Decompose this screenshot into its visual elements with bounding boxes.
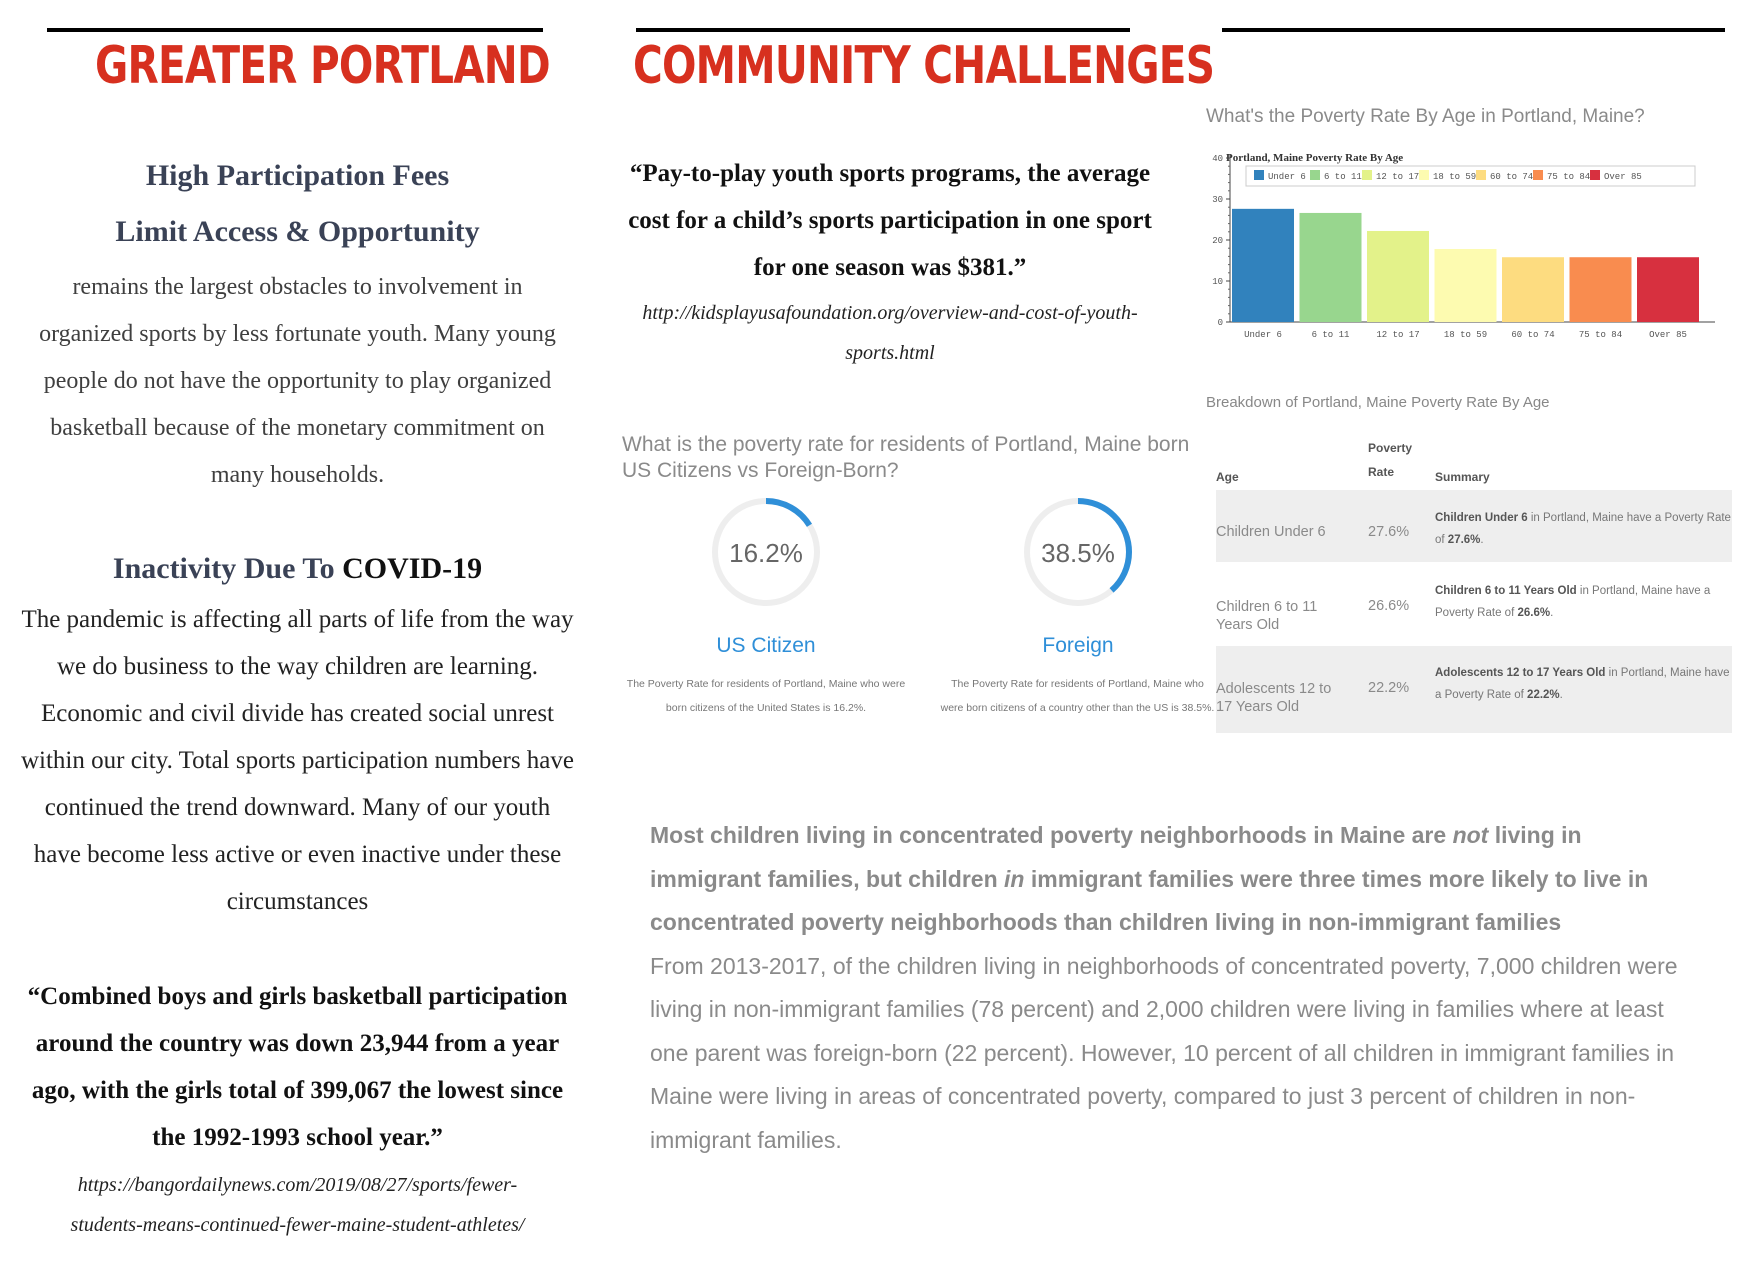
x-tick-label: 60 to 74 <box>1511 330 1555 340</box>
lead-emphasis-not: not <box>1452 822 1489 848</box>
summary-bold: Children 6 to 11 Years Old <box>1435 585 1577 597</box>
y-tick-label: 0 <box>1217 318 1223 328</box>
header-poverty-rate <box>1368 432 1435 496</box>
row-age: Children Under 6 <box>1216 524 1326 540</box>
row-age: Adolescents 12 to 17 Years Old <box>1216 681 1332 715</box>
lead-part-1: Most children living in concentrated poverty neighborhoods in Maine are <box>650 822 1453 848</box>
bar <box>1570 257 1632 322</box>
y-tick-label: 40 <box>1212 154 1223 164</box>
participation-quote: “Combined boys and girls basketball participation around the country was down 23,944 from a year ago, with the girls total of 399,067 the lowest since the 1992-1993 school year.” <box>27 983 568 1151</box>
summary-text: in Portland, Maine have a Poverty Rate of <box>1435 512 1731 546</box>
lead-part-2: living in immigrant families, but children <box>650 822 1582 892</box>
bar <box>1300 213 1362 322</box>
header-summary: Summary <box>1435 470 1490 484</box>
left-top-rule <box>47 28 543 32</box>
x-tick-label: 12 to 17 <box>1376 330 1420 340</box>
cost-quote-section <box>620 150 1160 373</box>
bar <box>1637 257 1699 322</box>
fees-heading-line1: High Participation Fees <box>145 159 450 192</box>
donut-value-foreign: 38.5% <box>1041 538 1115 568</box>
legend-swatch <box>1590 170 1600 180</box>
header-rate-line2: Rate <box>1368 465 1395 479</box>
legend-label: Over 85 <box>1604 172 1642 182</box>
summary-end: . <box>1559 689 1563 701</box>
chart-bars <box>1232 209 1699 322</box>
donut-label-us-citizen: US Citizen <box>716 634 816 657</box>
header-age: Age <box>1216 470 1239 484</box>
summary-text: in Portland, Maine have a Poverty Rate of <box>1435 585 1711 619</box>
row-rate: 22.2% <box>1368 680 1410 696</box>
headline-greater-portland: GREATER PORTLAND <box>95 36 550 96</box>
covid-heading-text: Inactivity Due To <box>112 552 343 585</box>
legend-swatch <box>1419 170 1429 180</box>
chart-x-labels <box>1244 330 1687 340</box>
summary-bold: Children Under 6 <box>1435 512 1528 524</box>
chart-question: What's the Poverty Rate By Age in Portland, Maine? <box>1206 106 1645 127</box>
legend-swatch <box>1254 170 1264 180</box>
lead-emphasis-in: in <box>1004 865 1025 892</box>
legend-label: 12 to 17 <box>1376 172 1420 182</box>
bar <box>1232 209 1294 322</box>
fees-section <box>20 148 575 499</box>
legend-swatch <box>1362 170 1372 180</box>
summary-value: 27.6% <box>1447 534 1481 546</box>
x-tick-label: Over 85 <box>1649 330 1687 340</box>
table-row <box>1216 496 1732 570</box>
row-rate: 26.6% <box>1368 598 1410 614</box>
cost-quote-link[interactable]: http://kidsplayusafoundation.org/overview-and-cost-of-youth-sports.html <box>642 302 1138 364</box>
row-age: Children 6 to 11 Years Old <box>1216 599 1318 633</box>
covid-body: The pandemic is affecting all parts of life from the way we do business to the way children are learning. Economic and civil divide has created social unrest within our city. Total sports participation numbers have continued the trend downward. Many of our youth have become less active or even inactive under these circumstances <box>20 606 574 915</box>
summary-value: 26.6% <box>1517 607 1551 619</box>
y-tick-label: 30 <box>1212 195 1223 205</box>
covid-heading <box>20 548 575 590</box>
summary-bold: Adolescents 12 to 17 Years Old <box>1435 667 1606 679</box>
legend-swatch <box>1533 170 1543 180</box>
donut-question: What is the poverty rate for residents of Portland, Maine born US Citizens vs Foreign-Born? <box>622 433 1190 482</box>
legend-swatch <box>1476 170 1486 180</box>
legend-label: Under 6 <box>1268 172 1306 182</box>
chart-legend <box>1246 166 1695 186</box>
row-rate: 27.6% <box>1368 524 1410 540</box>
left-quote-section <box>20 973 575 1245</box>
right-top-rule <box>1222 28 1725 32</box>
participation-quote-link[interactable]: https://bangordailynews.com/2019/08/27/sports/fewer-students-means-continued-fewer-maine-student-athletes/ <box>70 1174 525 1236</box>
summary-end: . <box>1480 534 1484 546</box>
summary-value: 22.2% <box>1527 689 1560 701</box>
headline-community-challenges: COMMUNITY CHALLENGES <box>633 36 1215 96</box>
summary-end: . <box>1550 607 1554 619</box>
x-tick-label: 6 to 11 <box>1311 330 1350 340</box>
x-tick-label: Under 6 <box>1244 330 1282 340</box>
immigrant-poverty-lead <box>650 814 1690 945</box>
legend-swatch <box>1310 170 1320 180</box>
legend-label: 75 to 84 <box>1547 172 1591 182</box>
covid-heading-covid: COVID-19 <box>342 552 483 585</box>
legend-label: 6 to 11 <box>1324 172 1362 182</box>
lead-part-3: immigrant families were three times more likely to live in concentrated poverty neighborhoods than children living in non-immigrant families <box>650 865 1649 935</box>
row-summary <box>1435 570 1732 652</box>
poverty-table <box>1216 432 1732 739</box>
legend-label: 60 to 74 <box>1490 172 1534 182</box>
legend-label: 18 to 59 <box>1433 172 1477 182</box>
table-header-row <box>1216 432 1732 496</box>
donut-label-foreign: Foreign <box>1042 634 1114 657</box>
chart-caption: Breakdown of Portland, Maine Poverty Rate By Age <box>1206 394 1550 411</box>
y-tick-label: 20 <box>1212 236 1223 246</box>
fees-body: remains the largest obstacles to involvement in organized sports by less fortunate youth. Many young people do not have the opportunity to play organized basketball because of the monetary commitment on many households. <box>39 274 556 488</box>
table-row <box>1216 570 1732 652</box>
summary-text: in Portland, Maine have a Poverty Rate of <box>1435 667 1730 701</box>
covid-section <box>20 548 575 925</box>
bar <box>1367 231 1429 322</box>
row-summary <box>1435 496 1732 570</box>
x-tick-label: 75 to 84 <box>1578 330 1623 340</box>
header-rate-line1: Poverty <box>1368 441 1413 455</box>
donut-desc-foreign: The Poverty Rate for residents of Portland, Maine who were born citizens of a country other than the US is 38.5%. <box>940 678 1215 714</box>
bar <box>1502 257 1564 322</box>
donut-value-us-citizen: 16.2% <box>729 538 803 568</box>
chart-title: Portland, Maine Poverty Rate By Age <box>1226 152 1404 164</box>
cost-quote: “Pay-to-play youth sports programs, the average cost for a child’s sports participation in one sport for one season was $381.” <box>628 160 1152 281</box>
table-row <box>1216 652 1732 739</box>
bar <box>1435 249 1497 322</box>
row-summary <box>1435 652 1732 739</box>
immigrant-poverty-body: From 2013-2017, of the children living in neighborhoods of concentrated poverty, 7,000 children were living in non-immigrant families (78 percent) and 2,000 children were living in families where at least one parent was foreign-born (22 percent). However, 10 percent of all children in immigrant families in Maine were living in areas of concentrated poverty, compared to just 3 percent of children in non-immigrant families. <box>650 952 1678 1153</box>
poverty-bar-chart <box>1206 142 1739 387</box>
immigrant-poverty-section <box>650 814 1690 1162</box>
middle-top-rule <box>636 28 1130 32</box>
y-tick-label: 10 <box>1212 277 1223 287</box>
donut-desc-us-citizen: The Poverty Rate for residents of Portland, Maine who were born citizens of the United States is 16.2%. <box>626 678 906 714</box>
x-tick-label: 18 to 59 <box>1443 330 1488 340</box>
fees-heading-line2: Limit Access & Opportunity <box>115 215 480 248</box>
